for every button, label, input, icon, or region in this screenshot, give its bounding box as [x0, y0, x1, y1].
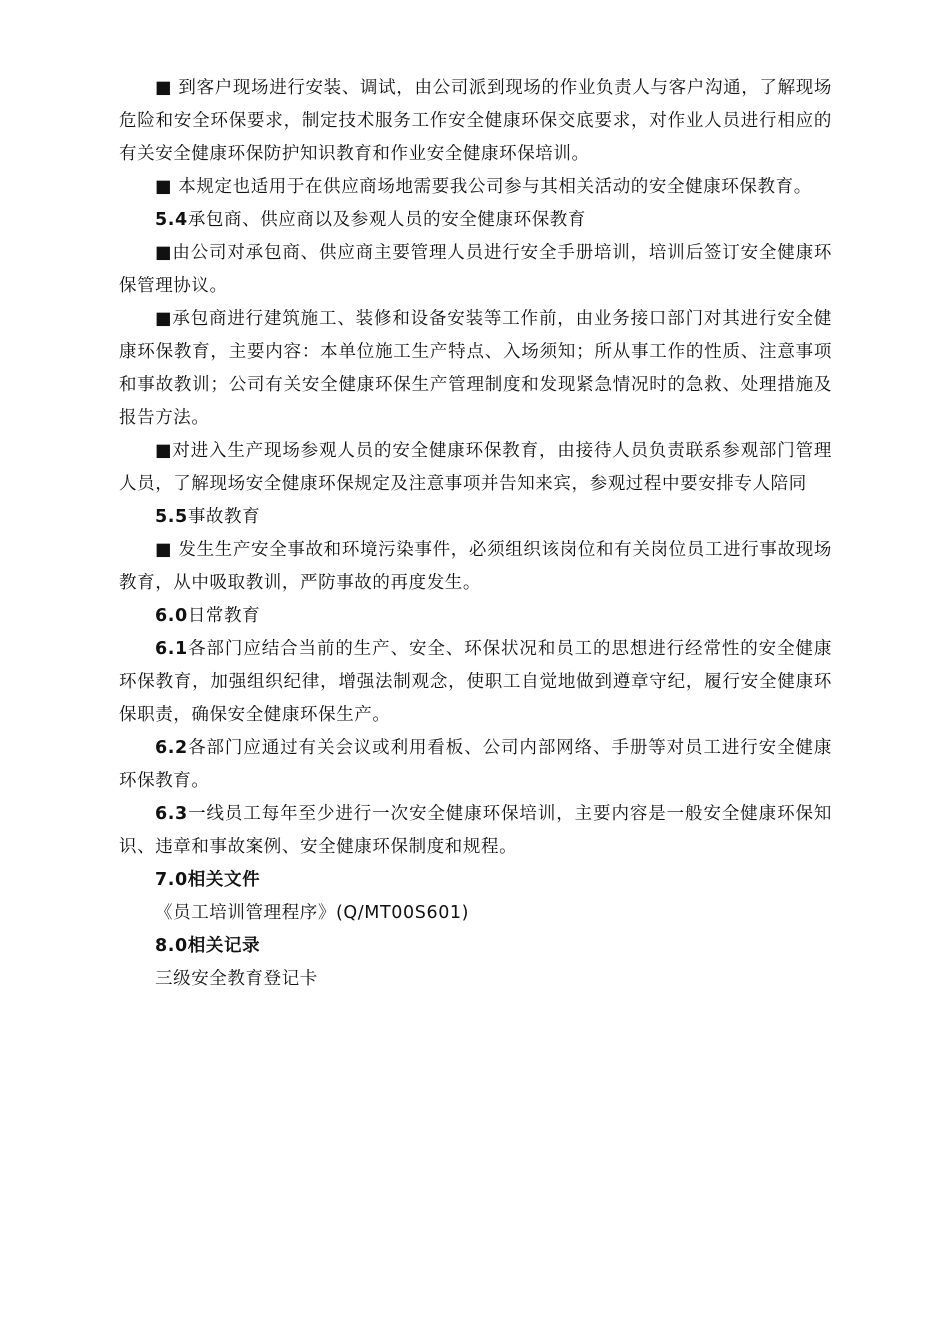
section-number: 5.4 [155, 210, 188, 230]
section-title: 事故教育 [187, 507, 261, 527]
paragraph-6-1 [119, 633, 832, 732]
section-6-0-heading [119, 600, 832, 633]
document-page [119, 72, 832, 996]
related-record: 三级安全教育登记卡 [155, 969, 318, 989]
section-number: 6.1 [155, 639, 188, 659]
paragraph-text: 各部门应结合当前的生产、安全、环保状况和员工的思想进行经常性的安全健康环保教育，加强组织纪律，增强法制观念，使职工自觉地做到遵章守纪，履行安全健康环保职责，确保安全健康环保生产。 [119, 639, 832, 725]
section-number: 5.5 [155, 507, 188, 527]
paragraph-onsite-installation: ■ 到客户现场进行安装、调试，由公司派到现场的作业负责人与客户沟通，了解现场危险和安全环保要求，制定技术服务工作安全健康环保交底要求，对作业人员进行相应的有关安全健康环保防护知识教育和作业安全健康环保培训。 [119, 78, 832, 164]
section-5-4-heading [119, 204, 832, 237]
paragraph-visitor-education: ■对进入生产现场参观人员的安全健康环保教育，由接待人员负责联系参观部门管理人员，了解现场安全健康环保规定及注意事项并告知来宾，参观过程中要安排专人陪同 [119, 441, 832, 494]
paragraph-text: 各部门应通过有关会议或利用看板、公司内部网络、手册等对员工进行安全健康环保教育。 [119, 738, 832, 791]
section-7-0-heading: 7.0相关文件 [155, 870, 261, 890]
section-5-5-heading [119, 501, 832, 534]
related-document-reference: 《员工培训管理程序》(Q/MT00S601) [155, 903, 470, 923]
section-number: 6.0 [155, 606, 188, 626]
section-number: 6.2 [155, 738, 188, 758]
section-title: 承包商、供应商以及参观人员的安全健康环保教育 [187, 210, 587, 230]
paragraph-6-2 [119, 732, 832, 798]
paragraph-text: 一线员工每年至少进行一次安全健康环保培训，主要内容是一般安全健康环保知识、违章和事故案例、安全健康环保制度和规程。 [119, 804, 832, 857]
section-title: 日常教育 [187, 606, 261, 626]
section-number: 6.3 [155, 804, 188, 824]
paragraph-6-3 [119, 798, 832, 864]
paragraph-supplier-site: ■ 本规定也适用于在供应商场地需要我公司参与其相关活动的安全健康环保教育。 [155, 177, 812, 197]
paragraph-contractor-training: ■由公司对承包商、供应商主要管理人员进行安全手册培训，培训后签订安全健康环保管理协议。 [119, 243, 832, 296]
section-8-0-heading: 8.0相关记录 [155, 936, 261, 956]
paragraph-contractor-construction: ■承包商进行建筑施工、装修和设备安装等工作前，由业务接口部门对其进行安全健康环保教育，主要内容：本单位施工生产特点、入场须知；所从事工作的性质、注意事项和事故教训；公司有关安全健康环保生产管理制度和发现紧急情况时的急救、处理措施及报告方法。 [119, 309, 832, 428]
paragraph-accident-education: ■ 发生生产安全事故和环境污染事件，必须组织该岗位和有关岗位员工进行事故现场教育，从中吸取教训，严防事故的再度发生。 [119, 540, 832, 593]
